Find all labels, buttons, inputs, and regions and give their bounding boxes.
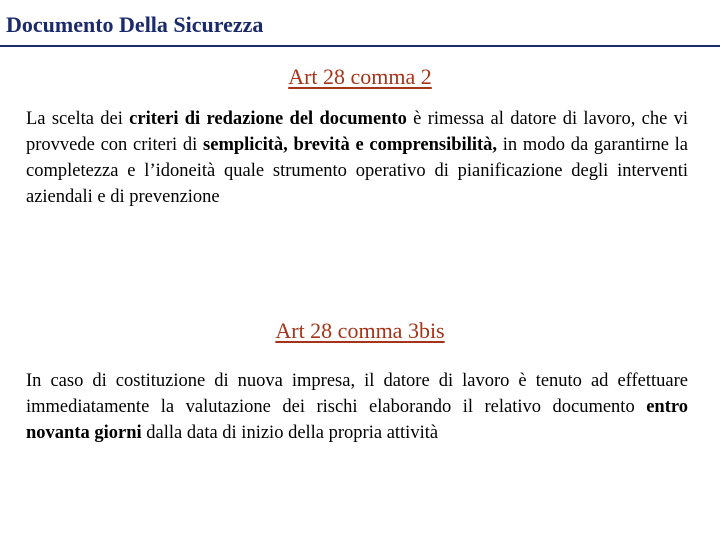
paragraph-run-bold: entro novanta giorni <box>26 397 688 443</box>
section-heading-art-28-comma-2: Art 28 comma 2 <box>288 64 432 89</box>
paragraph-run: in modo da garantirne la completezza e l’idoneità quale strumento operativo di pianificazione degli interventi aziendali e di prevenzione <box>26 135 688 207</box>
section-paragraph-art-28-comma-3bis <box>26 368 688 446</box>
paragraph-run: La scelta dei <box>26 109 130 129</box>
section-heading-art-28-comma-3bis: Art 28 comma 3bis <box>275 318 445 343</box>
section-paragraph-art-28-comma-2 <box>26 106 688 210</box>
paragraph-run-bold: criteri di redazione del documento <box>129 109 407 129</box>
paragraph-run-bold: semplicità, brevità e comprensibilità, <box>203 135 498 155</box>
paragraph-run: è rimessa al datore di lavoro, che vi provvede con criteri di <box>26 109 689 155</box>
paragraph-run: In caso di costituzione di nuova impresa, il datore di lavoro è tenuto ad effettuare immediatamente la valutazione dei rischi elaborando il relativo documento <box>26 371 688 417</box>
page-title: Documento Della Sicurezza <box>6 12 264 37</box>
paragraph-run: dalla data di inizio della propria attività <box>141 423 439 443</box>
title-divider <box>0 45 720 47</box>
